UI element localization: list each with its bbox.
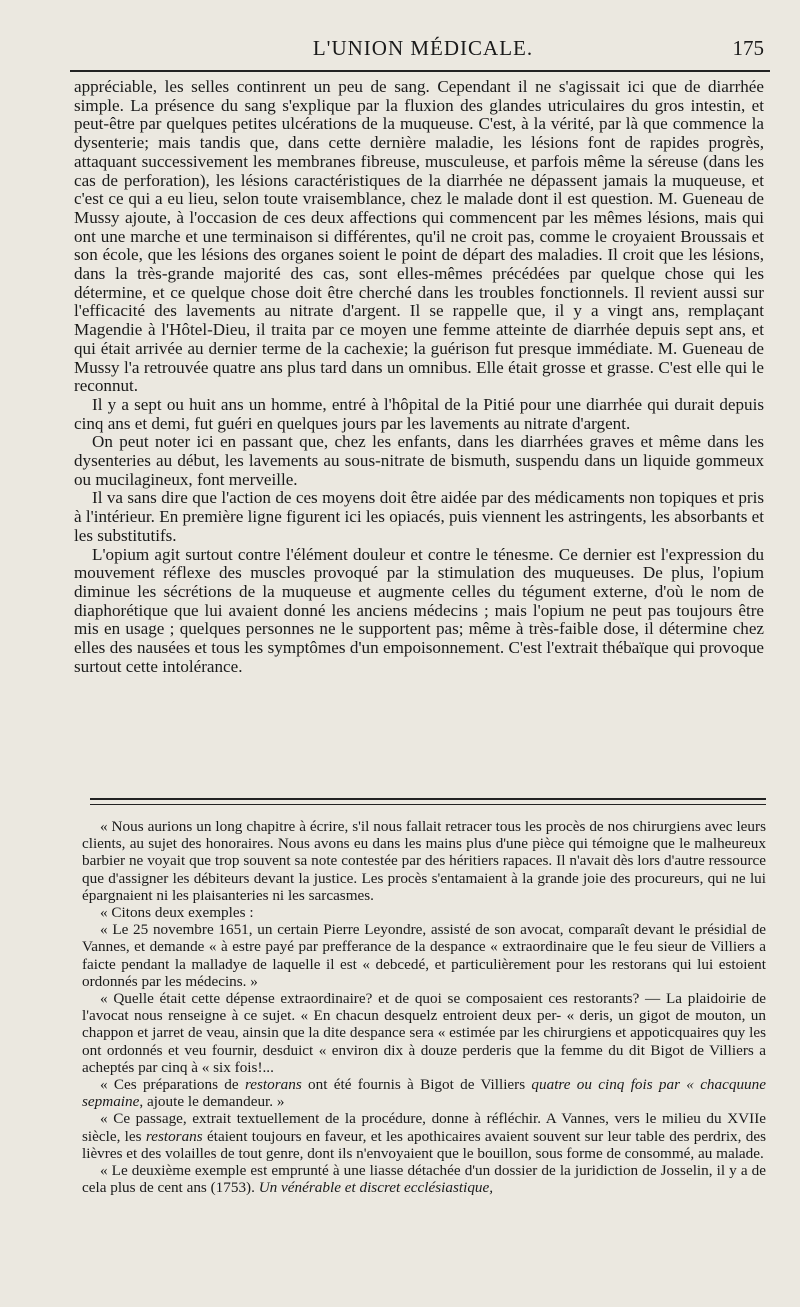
- header-rule: [70, 70, 770, 72]
- note-6-text-a: « Ce passage, extrait textuellement de la procédure, donne à réfléchir. A Vannes, vers le milieu du XVIIe siècle, les: [82, 1110, 766, 1145]
- note-5-italic-a: restorans: [244, 1076, 302, 1094]
- paragraph-3: On peut noter ici en passant que, chez les enfants, dans les diarrhées graves et même dans les dysenteries au début, les lavements au sous-nitrate de bismuth, suspendu dans un liquide gommeux ou mucilagineux, font merveille.: [74, 432, 764, 489]
- running-title: L'UNION MÉDICALE.: [312, 36, 534, 60]
- note-paragraph-2: « Citons deux exemples :: [100, 904, 254, 922]
- note-7-italic: Un vénérable et discret ecclésiastique,: [258, 1179, 494, 1197]
- note-paragraph-6: [82, 1110, 766, 1162]
- note-paragraph-4: « Quelle était cette dépense extraordinaire? et de quoi se composaient ces restorants? — La plaidoirie de l'avocat nous renseigne à ce sujet. « En chacun desquelz entroient deux per- « deris, un gigot de mouton, un chappon et jarret de veau, ainsin que la dite despance sera « estimée par les chirurgiens et appoticquaires quy les ont ordonnés et veu fournir, desduict « environ dix à douze perderis que la femme du dit Bigot de Villiers a acheptés par cinq à « six fois!...: [82, 990, 766, 1076]
- note-5-text-a: « Ces préparations de: [100, 1076, 245, 1094]
- paragraph-1: appréciable, les selles continrent un peu de sang. Cependant il ne s'agissait ici que de diarrhée simple. La présence du sang s'explique par la fluxion des glandes utriculaires du gros intestin, et peut-être par quelques petites ulcérations de la muqueuse. C'est, à la vérité, par là que commence la dysenterie; mais tandis que, dans cette dernière maladie, les lésions font de rapides progrès, attaquant successivement les membranes fibreuse, musculeuse, et parfois même la séreuse (dans les cas de perforation), les lésions caractéristiques de la diarrhée ne dépassent jamais la muqueuse, et c'est ce qui a eu lieu, selon toute vraisemblance, chez le malade dont il est question. M. Gueneau de Mussy ajoute, à l'occasion de ces deux affections qui commencent par les mêmes lésions, mais qui ont une marche et une terminaison si différentes, qu'il ne croit pas, comme le croyaient Broussais et son école, que les lésions des organes soient le point de départ des maladies. Il croit que les lésions, dans la très-grande majorité des cas, sont elles-mêmes précédées par quelque chose qui les détermine, et ce quelque chose doit être cherché dans les troubles fonctionnels. Il revient aussi sur l'efficacité des lavements au nitrate d'argent. Il se rappelle que, il y a vingt ans, remplaçant Magendie à l'Hôtel-Dieu, il traita par ce moyen une femme atteinte de diarrhée depuis sept ans, et qui était arrivée au dernier terme de la cachexie; la guérison fut presque immédiate. M. Gueneau de Mussy l'a retrouvée quatre ans plus tard dans un omnibus. Elle était grosse et grasse. C'est elle qui le reconnut.: [74, 77, 764, 396]
- paragraph-5: L'opium agit surtout contre l'élément douleur et contre le ténesme. Ce dernier est l'expression du mouvement réflexe des muscles provoqué par la stimulation des muqueuses. De plus, l'opium diminue les sécrétions de la muqueuse et augmente celles du tégument externe, d'où le nom de diaphorétique que lui avaient donné les anciens médecins ; mais l'opium ne peut pas toujours être mis en usage ; quelques personnes ne le supportent pas; même à très-faible dose, il détermine chez elles des nausées et tous les symptômes d'un empoisonnement. C'est l'extrait thébaïque qui provoque surtout cette intolérance.: [74, 544, 764, 676]
- feuilleton-separator: [90, 798, 766, 805]
- note-5-italic-b: quatre ou cinq fois par « chacquune sepmaine: [82, 1076, 766, 1111]
- note-6-text-b: étaient toujours en faveur, et les apothicaires avaient souvent sur leur table des perdrix, des lièvres et des volailles de tout genre, dont ils n'envoyaient que le bouillon, sous forme de consommé, au malade.: [82, 1127, 766, 1162]
- feuilleton-text: [82, 818, 766, 1196]
- note-paragraph-7: [82, 1162, 766, 1196]
- note-7-text: « Le deuxième exemple est emprunté à une liasse détachée d'un dossier de la juridiction de Josselin, il y a de cela plus de cent ans (1753).: [82, 1162, 766, 1197]
- note-6-italic: restorans: [145, 1127, 203, 1145]
- note-paragraph-1: « Nous aurions un long chapitre à écrire, s'il nous fallait retracer tous les procès de nos chirurgiens avec leurs clients, au sujet des honoraires. Nous avons eu dans les mains plus d'une pièce qui témoigne que le malheureux barbier ne voyait que trop souvent sa note contestée par des héritiers rapaces. Il n'avait dès lors d'autre ressource que d'assigner les débiteurs devant la justice. Les procès s'entamaient à la grande joie des procureurs, qui ne lui épargnaient ni les plaisanteries ni les sarcasmes.: [82, 818, 766, 904]
- page-number: 175: [732, 36, 764, 60]
- main-text: [74, 78, 764, 677]
- note-5-text-b: ont été fournis à Bigot de Villiers: [301, 1076, 532, 1094]
- page-header: [78, 30, 768, 64]
- paragraph-4: Il va sans dire que l'action de ces moyens doit être aidée par des médicaments non topiques et pris à l'intérieur. En première ligne figurent ici les opiacés, puis viennent les astringents, les absorbants et les substitutifs.: [74, 488, 764, 545]
- paragraph-2: Il y a sept ou huit ans un homme, entré à l'hôpital de la Pitié pour une diarrhée qui durait depuis cinq ans et demi, fut guéri en quelques jours par les lavements au nitrate d'argent.: [74, 394, 764, 433]
- note-5-text-c: , ajoute le demandeur. »: [139, 1093, 285, 1111]
- note-paragraph-3: « Le 25 novembre 1651, un certain Pierre Leyondre, assisté de son avocat, comparaît devant le présidial de Vannes, et demande « à estre payé par prefferance de la despance « extraordinaire que le feu sieur de Villiers a faicte pendant la malladye de laquelle il est « debcedé, et particulièrement pour les restorans qui lui estoient ordonnés par les médecins. »: [82, 921, 766, 990]
- note-paragraph-5: [82, 1076, 766, 1110]
